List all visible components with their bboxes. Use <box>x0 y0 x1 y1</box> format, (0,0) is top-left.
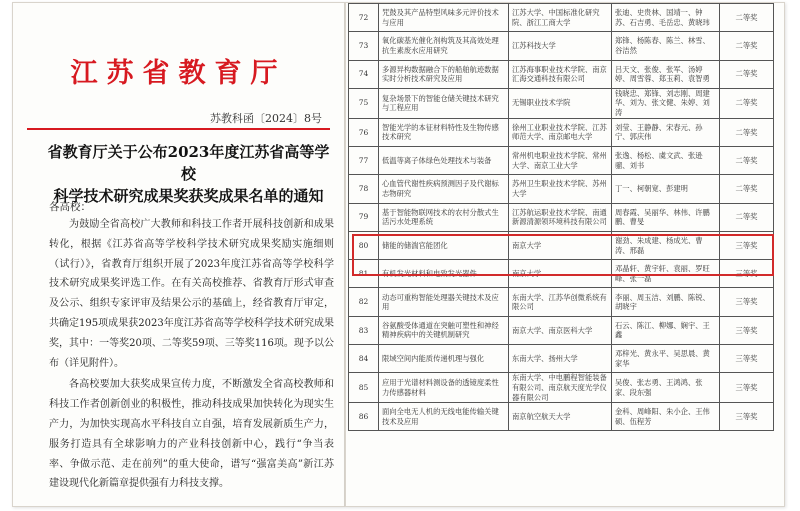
table-row <box>349 288 774 316</box>
project-title-cell: 心血管代谢性疾病预测因子及代谢标志物研究 <box>379 175 509 203</box>
award-grade-cell: 二等奖 <box>720 203 774 231</box>
table-row <box>349 88 774 118</box>
completion-units-cell: 江苏航运职业技术学院、南通新源清源领环境科技有限公司 <box>509 203 612 231</box>
award-no-cell: 80 <box>349 231 379 259</box>
project-title-cell: 应用于光谱材料测设备的透镜度柔性力传感器材料 <box>379 373 509 403</box>
table-row <box>349 231 774 259</box>
completion-people-cell: 谢劲、朱成建、杨成光、曹涛、邢磊 <box>612 231 720 259</box>
body-paragraph-1: 为鼓励全省高校广大教师和科技工作者开展科技创新和成果转化，根据《江苏省高等学校科学技术研究成果奖励实施细则（试行）》，省教育厅组织开展了2023年度江苏省高等学校科学技术研究成果奖评选工作。在有关高校推荐、省教育厅形式审查及公示、组织专家评审及结果公示的基础上，经省教育厅审定，共确定195项成果获2023年度江苏省高等学校科学技术研究成果奖，其中：一等奖20项、二等奖59项、三等奖116项。现予以公布（详见附件）。 <box>49 219 334 369</box>
award-grade-cell: 二等奖 <box>720 4 774 32</box>
completion-people-cell: 李丽、周玉洁、刘鹏、陈锐、胡晓宇 <box>612 288 720 316</box>
notice-body <box>49 215 334 494</box>
completion-people-cell: 吕天文、张俊、张军、汤婷婷、周雪蓉、郑玉莉、袁智勇 <box>612 60 720 88</box>
table-row <box>349 4 774 32</box>
completion-units-cell: 东南大学、扬州大学 <box>509 345 612 373</box>
completion-units-cell: 南京大学 <box>509 260 612 288</box>
red-divider-line <box>27 128 330 130</box>
table-row <box>349 373 774 403</box>
completion-units-cell: 东南大学、中电鹏程智能装备有限公司、南京航天度光学仪器有限公司 <box>509 373 612 403</box>
award-no-cell: 78 <box>349 175 379 203</box>
award-no-cell: 74 <box>349 60 379 88</box>
letterhead-title: 江苏省教育厅 <box>70 58 287 89</box>
award-no-cell: 81 <box>349 260 379 288</box>
completion-people-cell: 金科、周峰阳、朱小企、王伟硕、伍程芳 <box>612 403 720 431</box>
completion-people-cell: 石云、陈江、柳娜、娴宇、王鑫 <box>612 316 720 344</box>
award-grade-cell: 三等奖 <box>720 231 774 259</box>
award-grade-cell: 三等奖 <box>720 260 774 288</box>
completion-units-cell: 江苏海事职业技术学院、南京汇海交通科技有限公司 <box>509 60 612 88</box>
award-no-cell: 76 <box>349 118 379 146</box>
table-row <box>349 345 774 373</box>
award-no-cell: 72 <box>349 4 379 32</box>
award-no-cell: 79 <box>349 203 379 231</box>
project-title-cell: 面向全电无人机的无线电能传输关键技术及应用 <box>379 403 509 431</box>
document-number: 苏教科函〔2024〕8号 <box>210 112 322 125</box>
project-title-cell: 基于智能物联网技术的农村分散式生活污水处理系统 <box>379 203 509 231</box>
award-grade-cell: 二等奖 <box>720 32 774 60</box>
table-row <box>349 316 774 344</box>
award-grade-cell: 三等奖 <box>720 345 774 373</box>
table-row <box>349 32 774 60</box>
award-list-page <box>345 2 785 507</box>
table-row <box>349 403 774 431</box>
table-row <box>349 175 774 203</box>
award-grade-cell: 三等奖 <box>720 373 774 403</box>
completion-units-cell: 苏州卫生职业技术学院、苏州大学 <box>509 175 612 203</box>
completion-people-cell: 钱晓忠、郑锋、刘志刚、周建华、刘为、张文健、朱婷、刘涛 <box>612 88 720 118</box>
salutation: 各高校： <box>49 201 91 213</box>
table-row <box>349 60 774 88</box>
table-row <box>349 260 774 288</box>
award-no-cell: 75 <box>349 88 379 118</box>
body-paragraph-2: 各高校要加大获奖成果宣传力度，不断激发全省高校教师和科技工作者创新创业的积极性，推动科技成果加快转化为现实生产力，为加快实现高水平科技自立自强，培育发展新质生产力，服务打造具有全球影响力的产业科技创新中心，践行“争当表率、争做示范、走在前列”的重大使命，谱写“强富美高”新江苏建设现代化新篇章提供强有力科技支撑。 <box>49 379 334 490</box>
award-no-cell: 83 <box>349 316 379 344</box>
completion-people-cell: 张逸、杨松、虞文武、张逊骝、刘书 <box>612 146 720 174</box>
completion-people-cell: 刘莹、王静静、宋春元、孙宁、郭庆伟 <box>612 118 720 146</box>
completion-units-cell: 徐州工业职业技术学院、江苏师范大学、南京邮电大学 <box>509 118 612 146</box>
completion-units-cell: 南京大学 <box>509 231 612 259</box>
completion-units-cell: 东南大学、江苏华创微系统有限公司 <box>509 288 612 316</box>
completion-people-cell: 邓晶轩、黄宇轩、袁丽、罗旺峰、张一磊 <box>612 260 720 288</box>
notice-title <box>43 141 334 207</box>
completion-units-cell: 江苏大学、中国标准化研究院、浙江工商大学 <box>509 4 612 32</box>
completion-units-cell: 南京大学、南京医科大学 <box>509 316 612 344</box>
notice-document-page <box>12 2 345 507</box>
project-title-cell: 多源异构数据融合下的船舶航迹数据实时分析技术研究及应用 <box>379 60 509 88</box>
award-grade-cell: 三等奖 <box>720 288 774 316</box>
award-grade-cell: 三等奖 <box>720 403 774 431</box>
completion-units-cell: 无锡职业技术学院 <box>509 88 612 118</box>
completion-people-cell: 邓梓光、黄永平、吴思晨、黄家华 <box>612 345 720 373</box>
project-title-cell: 动态可重构智能处理器关键技术及应用 <box>379 288 509 316</box>
award-no-cell: 77 <box>349 146 379 174</box>
award-no-cell: 82 <box>349 288 379 316</box>
award-no-cell: 84 <box>349 345 379 373</box>
award-table <box>348 3 774 431</box>
award-grade-cell: 二等奖 <box>720 60 774 88</box>
project-title-cell: 谷氨酸受体通道在突触可塑性和神经精神疾病中的关键机制研究 <box>379 316 509 344</box>
award-grade-cell: 二等奖 <box>720 118 774 146</box>
award-no-cell: 86 <box>349 403 379 431</box>
award-grade-cell: 二等奖 <box>720 175 774 203</box>
project-title-cell: 复杂场景下的智能仓储关键技术研究与工程应用 <box>379 88 509 118</box>
table-row <box>349 203 774 231</box>
completion-units-cell: 南京航空航天大学 <box>509 403 612 431</box>
award-no-cell: 85 <box>349 373 379 403</box>
completion-people-cell: 吴俊、张志勇、王鸿鸿、张家、段东强 <box>612 373 720 403</box>
award-table-body <box>349 4 774 431</box>
notice-title-line-1: 省教育厅关于公布2023年度江苏省高等学校 <box>47 143 330 183</box>
project-title-cell: 低温等离子体绿色处理技术与装备 <box>379 146 509 174</box>
project-title-cell: 限域空间内能质传递机理与强化 <box>379 345 509 373</box>
completion-people-cell: 张迪、史贵林、国靖一、钟苏、石吉勇、毛岳忠、黄晓玮 <box>612 4 720 32</box>
award-no-cell: 73 <box>349 32 379 60</box>
project-title-cell: 智能光学的本征材料特性及生物传感技术研究 <box>379 118 509 146</box>
project-title-cell: 氧化碳基光催化剂构筑及其高效处理抗生素废水应用研究 <box>379 32 509 60</box>
project-title-cell: 有机发光材料和电致发光器件 <box>379 260 509 288</box>
completion-people-cell: 周春霞、吴丽华、林伟、许鹏鹏、曹旻 <box>612 203 720 231</box>
award-grade-cell: 三等奖 <box>720 316 774 344</box>
completion-people-cell: 郑锋、杨陈春、陈兰、林雪、谷洁然 <box>612 32 720 60</box>
notice-title-line-2: 科学技术研究成果奖获奖成果名单的通知 <box>53 187 324 205</box>
completion-units-cell: 江苏科技大学 <box>509 32 612 60</box>
table-row <box>349 146 774 174</box>
completion-units-cell: 常州机电职业技术学院、常州大学、南京工业大学 <box>509 146 612 174</box>
award-grade-cell: 二等奖 <box>720 146 774 174</box>
project-title-cell: 储能的储湍官能团化 <box>379 231 509 259</box>
completion-people-cell: 丁一、柯朝宽、彭建明 <box>612 175 720 203</box>
project-title-cell: 咒鼓及其产品特型风味多元评价技术与应用 <box>379 4 509 32</box>
award-grade-cell: 二等奖 <box>720 88 774 118</box>
table-row <box>349 118 774 146</box>
